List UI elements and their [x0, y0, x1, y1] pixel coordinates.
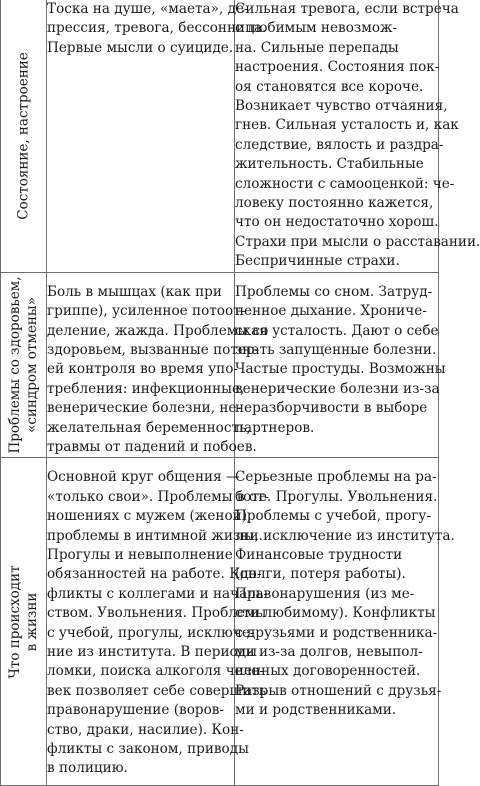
cell-text-line: с учебой, прогулы, исключе- — [47, 624, 255, 641]
cell-text-line: Сильная тревога, если встреча — [235, 1, 459, 17]
row-category-cell — [1, 272, 47, 458]
stage-three-cell — [235, 0, 480, 272]
cell-text-line: ством. Увольнения. Проблемы — [47, 605, 267, 622]
cell-text-line: знать запущенные болезни. — [235, 341, 437, 358]
cell-text-line: Прогулы и невыполнение — [47, 546, 233, 563]
cell-text-line: ей контроля во время упо- — [47, 361, 238, 378]
cell-text-line: ношениях с мужем (женой), — [47, 508, 252, 525]
cell-text-line: лы, исключение из института. — [235, 527, 455, 544]
cell-text-line: фликты с законом, приводы — [47, 741, 249, 758]
cell-text-line: сложности с самооценкой: че- — [235, 175, 455, 192]
cell-text-line: проблемы в интимной жизни. — [47, 527, 263, 544]
cell-text-line: сти любимому). Конфликты — [235, 605, 436, 622]
cell-text-line: ние из института. В периоды — [47, 644, 257, 660]
cell-text-line: боте. Прогулы. Увольнения. — [235, 488, 438, 505]
cell-text-line: Правонарушения (из ме- — [235, 585, 415, 602]
cell-text-line: Беспричинные страхи. — [235, 253, 400, 270]
category-label-line: в жизни — [23, 592, 40, 652]
cell-text-line: прессия, тревога, бессонница. — [47, 20, 267, 37]
row-category-label — [15, 52, 32, 220]
category-label-line: «синдром отмены» — [23, 297, 40, 433]
table-row — [1, 0, 439, 272]
cell-text-line: жительность. Стабильные — [235, 156, 424, 173]
stage-three-cell — [235, 458, 455, 786]
stage-two-cell — [47, 272, 269, 458]
cell-text-line: ми и родственниками. — [235, 702, 397, 719]
cell-text-line: Страхи при мысли о расставании. — [235, 233, 480, 250]
cell-text-line: Частые простуды. Возможны — [235, 361, 446, 378]
cell-text-line: гриппе), усиленное потоот- — [47, 303, 246, 320]
cell-text-line: Проблемы со сном. Затруд- — [235, 283, 433, 300]
cell-text-line: «только свои». Проблемы в от- — [47, 488, 270, 505]
cell-text-line: ловеку постоянно кажется, — [235, 195, 434, 212]
cell-text-line: Боль в мышцах (как при — [47, 283, 222, 300]
table-row — [1, 272, 439, 458]
cell-text-line: настроения. Состояния пок- — [235, 59, 440, 76]
cell-text-line: Финансовые трудности — [235, 546, 403, 563]
cell-text-line: Тоска на душе, «маета», де- — [47, 1, 249, 17]
cell-text-line: оя становятся все короче. — [235, 78, 424, 95]
cell-text-line: неразборчивости в выборе — [235, 400, 428, 417]
cell-text-line: в полицию. — [47, 760, 128, 777]
cell-text-line: ненных договоренностей. — [235, 663, 421, 680]
cell-text-line: обязанностей на работе. Кон- — [47, 566, 262, 583]
row-category-cell — [1, 458, 47, 786]
cell-text-line: ми из-за долгов, невыпол- — [235, 644, 423, 660]
cell-text-line: Первые мысли о суициде. — [47, 39, 234, 56]
cell-text-line: правонарушение (воров- — [47, 702, 225, 719]
category-label-line: Проблемы со здоровьем, — [6, 276, 23, 454]
cell-text-line: век позволяет себе совершить — [47, 682, 267, 699]
table-row — [1, 458, 439, 786]
category-label-line: Что происходит — [6, 565, 23, 679]
cell-text-line: с любимым невозмож- — [235, 20, 398, 37]
cell-text-line: следствие, вялость и раздра- — [235, 136, 444, 153]
cell-text-line: травмы от падений и побоев. — [47, 438, 257, 455]
cell-text-line: Разрыв отношений с друзья- — [235, 682, 442, 699]
row-category-label — [7, 276, 41, 453]
cell-text-line: фликты с коллегами и началь- — [47, 585, 268, 602]
cell-text-line: требления: инфекционные, — [47, 380, 245, 397]
cell-text-line: Основной круг общения — — [47, 469, 240, 486]
stage-two-cell — [47, 458, 270, 786]
table-body — [1, 0, 480, 786]
cell-text-line: ская усталость. Дают о себе — [235, 322, 439, 339]
cell-text-line: деление, жажда. Проблемы со — [47, 322, 269, 339]
cell-text-line: ломки, поиска алкоголя чело- — [47, 663, 265, 680]
cell-text-line: Серьезные проблемы на ра- — [235, 469, 437, 486]
cell-text-line: (долги, потеря работы). — [235, 566, 406, 583]
stage-three-cell — [235, 272, 446, 458]
cell-text-line: ство, драки, насилие). Кон- — [47, 721, 244, 738]
row-category-cell — [1, 0, 47, 272]
cell-text-line: Проблемы с учебой, прогу- — [235, 508, 432, 525]
cell-text-line: венерические болезни из-за — [235, 380, 440, 397]
cell-text-line: венерические болезни, не- — [47, 400, 242, 417]
row-category-label — [7, 565, 41, 678]
cell-text-line: на. Сильные перепады — [235, 39, 399, 56]
cell-text-line: партнеров. — [235, 419, 315, 436]
cell-text-line: желательная беременность, — [47, 419, 251, 436]
stage-two-cell — [47, 0, 267, 272]
cell-text-line: ненное дыхание. Хрониче- — [235, 303, 427, 320]
cell-text-line: Возникает чувство отчаяния, — [235, 98, 448, 115]
cell-text-line: что он недостаточно хорош. — [235, 214, 439, 231]
cell-text-line: здоровьем, вызванные потер- — [47, 341, 260, 358]
cell-text-line: с друзьями и родственника- — [235, 624, 438, 641]
cell-text-line: гнев. Сильная усталость и, как — [235, 117, 459, 134]
category-label-line: Состояние, настроение — [15, 52, 31, 220]
